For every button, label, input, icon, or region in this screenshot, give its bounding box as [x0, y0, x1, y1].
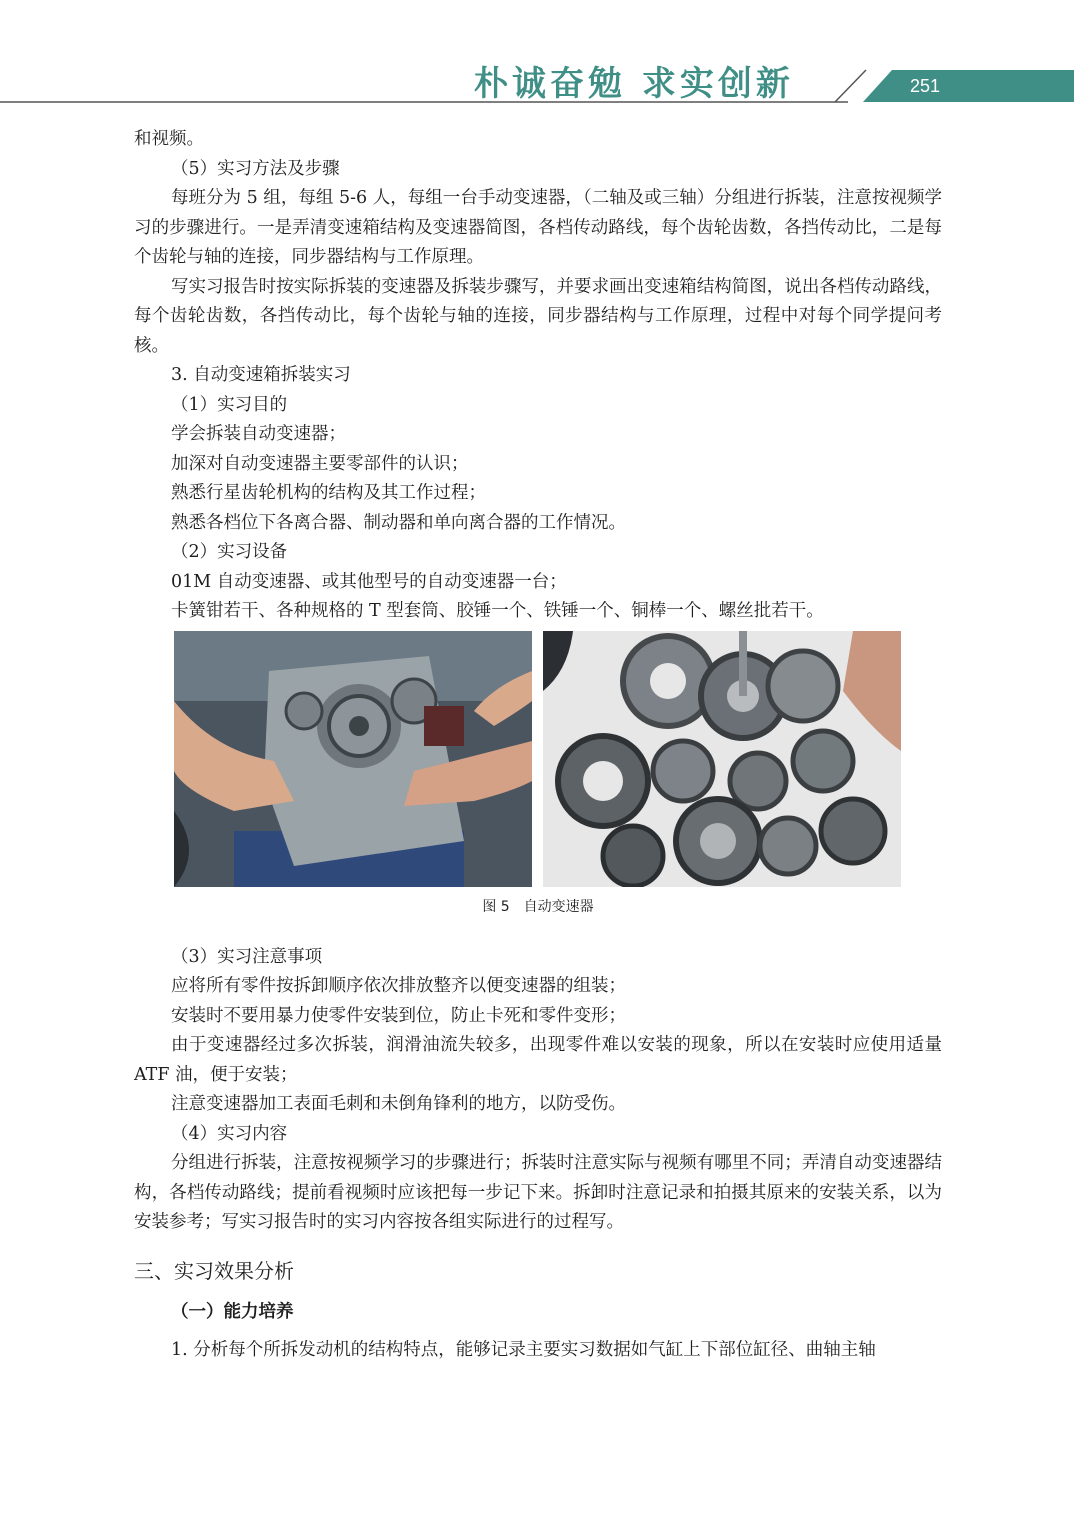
paragraph-report: 写实习报告时按实际拆装的变速器及拆装步骤写，并要求画出变速箱结构简图，说出各档传动路线，每个齿轮齿数，各挡传动比，每个齿轮与轴的连接，同步器结构与工作原理，过程中对每个同学提问考核。: [134, 276, 942, 356]
header-slash: [835, 70, 866, 102]
paragraph-content: 分组进行拆装，注意按视频学习的步骤进行；拆装时注意实际与视频有哪里不同；弄清自动变速器结构，各档传动路线；提前看视频时应该把每一步记下来。拆卸时注意记录和拍摄其原来的安装关系，以为安装参考；写实习报告时的实习内容按各组实际进行的过程写。: [134, 1153, 942, 1232]
purpose-item-1: 学会拆装自动变速器；: [171, 424, 346, 444]
paragraph-analysis: 1. 分析每个所拆发动机的结构特点，能够记录主要实习数据如气缸上下部位缸径、曲轴主轴: [171, 1339, 876, 1360]
figure-photos: [134, 631, 942, 895]
precaution-item-1: 应将所有零件按拆卸顺序依次排放整齐以便变速器的组装；: [171, 976, 626, 996]
subheading-method: （5）实习方法及步骤: [171, 158, 340, 179]
paragraph-grouping: 每班分为 5 组，每组 5-6 人，每组一台手动变速器，（二轴及或三轴）分组进行拆装，注意按视频学习的步骤进行。一是弄清变速箱结构及变速器简图，各档传动路线，每个齿轮齿数，各挡传动比，二是每个齿轮与轴的连接，同步器结构与工作原理。: [134, 188, 942, 267]
page-number-banner: [863, 70, 1074, 102]
precaution-item-2: 安装时不要用暴力使零件安装到位，防止卡死和零件变形；: [171, 1005, 626, 1026]
heading-automatic-transmission: 3. 自动变速箱拆装实习: [171, 365, 351, 385]
page-body: [134, 125, 942, 1365]
precaution-item-4: 注意变速器加工表面毛刺和未倒角锋利的地方，以防受伤。: [171, 1094, 626, 1114]
subheading-content: （4）实习内容: [171, 1123, 288, 1144]
figure-caption: 图 5 自动变速器: [482, 898, 594, 915]
photo-transmission-disassembly: [174, 631, 532, 887]
subheading-equipment: （2）实习设备: [171, 542, 288, 562]
purpose-item-2: 加深对自动变速器主要零部件的认识；: [171, 453, 469, 474]
page-number: 251: [910, 76, 941, 96]
header-motto: 朴诚奋勉 求实创新: [474, 64, 794, 104]
paragraph-continuation: 和视频。: [134, 129, 204, 149]
subheading-precautions: （3）实习注意事项: [171, 946, 323, 967]
purpose-item-4: 熟悉各档位下各离合器、制动器和单向离合器的工作情况。: [171, 512, 626, 533]
section-title: 三、实习效果分析: [134, 1258, 294, 1283]
page-header: [0, 0, 1074, 110]
precaution-item-3: 由于变速器经过多次拆装，润滑油流失较多，出现零件难以安装的现象，所以在安装时应使用适量 ATF 油，便于安装；: [134, 1035, 942, 1085]
photo-transmission-parts: [543, 631, 901, 887]
equipment-item-1: 01M 自动变速器、或其他型号的自动变速器一台；: [171, 571, 567, 592]
purpose-item-3: 熟悉行星齿轮机构的结构及其工作过程；: [171, 483, 486, 503]
section-subtitle: （一）能力培养: [171, 1301, 294, 1322]
equipment-item-2: 卡簧钳若干、各种规格的 T 型套筒、胶锤一个、铁锤一个、铜棒一个、螺丝批若干。: [171, 601, 824, 621]
subheading-purpose: （1）实习目的: [171, 394, 288, 415]
